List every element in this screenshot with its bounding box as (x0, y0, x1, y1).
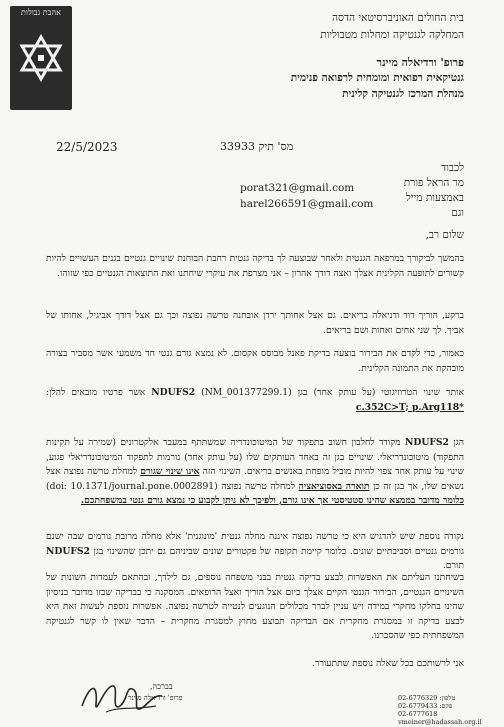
letter-date: 22/5/2023 (56, 140, 118, 154)
recipient-to-label: לכבוד (441, 162, 464, 174)
hospital-name: בית החולים האוניברסיטאי הדסה (331, 12, 464, 24)
star-of-david-icon (17, 34, 65, 82)
gene-name: NDUFS2 (151, 387, 196, 398)
contact-email: vmeiner@hadassah.org.il (398, 718, 482, 726)
paragraph-test-summary: כאמור, כדי לקדם את הבירור בוצעה בדיקת פאנל מבוסס אקסום. לא נמצא גורם גנטי חד משמעי אשר מסביר בצורה מובהקת את התמונה הקלינית. (46, 348, 464, 374)
doctor-title-1: גנטיקאית רפואית ומומחית לרפואה פנימית (290, 72, 464, 84)
variant-notation: c.352C>T; p.Arg118* (355, 401, 464, 413)
paragraph-family-history: ברקע, הוריך דוד ודניאלה בריאים. גם אצל אחותך ירדן אובחנה טרשה נפוצה וכך גם אצל דודך אביגיל, אחותו של אביך. לך שני אחים ואחות ושם בריאים. (46, 310, 464, 336)
gene-name: NDUFS2 (404, 437, 449, 448)
doi-reference: (doi: 10.1371/journal.pone.0002891) (46, 480, 218, 492)
paragraph-background: בהמשך לביקורך במרפאה הגנטית ולאחר שבוצעה לך בדיקה גנטית רחבת הבוחנת שינויים גנטיים בגנים העשויים להיות קשורים לתופעה הקלינית אצלך ואצה דודך אהרון – אני מצרפת את עיקרי שיחתנו ואת התוצאות הגנטיים כפי שזוהו. (46, 253, 464, 279)
contact-line-3: 02-6777618 (398, 710, 438, 718)
transcript-ref: (NM_001377299.1) (201, 387, 292, 398)
association-phrase: תוארה באסוציאציה (298, 480, 370, 492)
recipient-and-label: וגם (451, 207, 464, 219)
not-causative-phrase: אינו שינוי שגורם (140, 466, 200, 477)
doctor-name: פרופ' ורדיאלה מיינר (376, 56, 464, 69)
variant-intro-text: אותר שינוי הטרוזיגוטי (על עותק אחד) בגן (297, 387, 465, 398)
gene-para-text: מקודד לחלבון חשוב בתפקוד של המיטוכונדריה שמשתתף במעבר אלקטרונים (שמירה על תקינות התפקוד) מיטוכונדריאלי. שינויים בגן זה באחד העותקים שלו (על עותק אחד) גורמות לתפקוד המיטוכונדריאלי פגוע, שינוי על עותק אחד צפוי להיות מוביל מופחת באנשים בריאים. השינוי הזה (46, 437, 465, 477)
paragraph-variant (46, 386, 464, 415)
department-name: המחלקה לגנטיקה ומחלות מטבוליות (320, 29, 464, 41)
variant-details-text: אשר פרטיו מובאים להלן: (46, 387, 146, 398)
gene-para-lead: הגן (453, 437, 465, 448)
paragraph-closing: אני לרשותכם בכל שאלה נוספת שתתעורר. (311, 658, 464, 669)
gene-para-text-3: למחלה טרשה נפוצה (221, 480, 296, 492)
contact-phone: טלפון: 02-6776329 (398, 694, 456, 702)
paragraph-multifactorial (46, 530, 464, 574)
recipient-via-email: באמצעות מייל (405, 192, 464, 204)
recipient-name: מר הראל פורת (403, 177, 464, 189)
logo-text: אהבת גבולות (21, 8, 61, 17)
multifactorial-end: תורם. (442, 560, 464, 571)
contact-fax: פקס: 02-6779433 (398, 702, 453, 710)
contact-block (398, 694, 498, 726)
gene-para-text-2: למחלת טרשה נפוצה אצל נשאים שלו, אך בגן זה כן (46, 466, 465, 492)
greeting: שלום רב, (425, 229, 464, 241)
paragraph-family-testing: בשיחתנו העליתם את האפשרות לבצע בדיקה גנטית בבני משפחה נוספים, גם לילדך, ובהתאם לעמדות השונות של השינויים הגנטיים, הבירור הגנטי הקיים אצלך כיום אצל הוריך ואצל הרופאים. המסקנה כי בבדיקה שכזו מדובר בניסיון שהינו בחלקו מחקרי במידה ויש עניין לברר מכלולים הנוגעים לנטייה לטרשה נפוצה. אפשרות נוספת לעשות זאת היא לבצע בדיקה זו במסגרת מחקרית אם הבדיקה תבוצע מחוץ למסגרת מחקרית – הדבר שאין לו קשר לגנטיקה המשפחתית כפי שהסברנו. (46, 572, 464, 641)
recipient-email-1: porat321@gmail.com (240, 182, 355, 194)
signature-caption: פרופ' ורדיאלה מיינר (128, 694, 183, 702)
regards-text: בברכה, (150, 682, 173, 691)
multifactorial-text: נקודה נוספת שיש להדגיש היא כי טרשה נפוצה איננה מחלה גנטית 'מונוגנית' אלא מחלה מרובת גורמים שבה ישנם גורמים גנטיים וסביבתיים שונים. כלומר קיימת תקופה של פקטורים שונים שביניהם גם יתכן שהשינוי בגן (46, 531, 465, 557)
file-number: מס' תיק 33933 (220, 140, 294, 153)
hadassah-logo (10, 6, 72, 110)
doctor-title-2: מנהלת המרכז לגנטיקה קלינית (342, 88, 464, 100)
conclusion-phrase: כלומר מדובר בממצא שהינו סטטיסטי אך אינו גורם, ולפיכך לא ניתן לקבוע כי נמצא גורם גנטי במשפחתכם. (80, 495, 464, 506)
gene-name: NDUFS2 (46, 545, 90, 557)
recipient-email-2: harel266591@gmail.com (240, 198, 374, 210)
paragraph-gene-function (46, 436, 464, 509)
